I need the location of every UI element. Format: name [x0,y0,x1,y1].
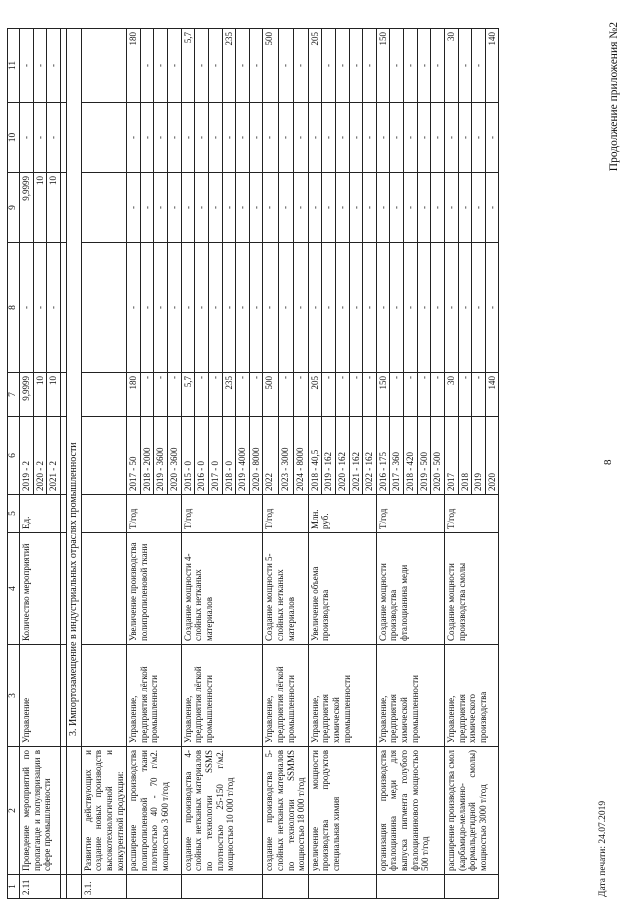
col8-cell: - [195,243,209,373]
col9-cell: 10 [47,173,61,243]
table-row [263,29,278,899]
col7-cell: 235 [222,373,236,417]
item-1-indicator: Увеличение производства полипропиленовой ткани [127,533,181,645]
item-2-unit: Т/год [181,495,263,533]
col9-cell: - [390,173,404,243]
col10-cell: - [278,103,293,173]
col11-cell: - [140,29,154,103]
row-2-11-name: Проведение мероприятий по пропаганде и популяризации в сфере промышленности [20,747,61,875]
year-value-cell: 2019 - 4000 [236,417,250,495]
col11-cell: 205 [308,29,322,103]
col9-cell: - [154,173,168,243]
year-value-cell: 2018 - 2000 [140,417,154,495]
col9-cell: - [181,173,195,243]
col8-cell: - [140,243,154,373]
col8-cell: - [376,243,390,373]
item-5-number [376,875,444,899]
col10-cell: - [417,103,431,173]
col7-cell: - [140,373,154,417]
col7-cell: 140 [485,373,499,417]
col8-cell: - [154,243,168,373]
year-value-cell: 2020 - 162 [336,417,350,495]
col10-cell: - [181,103,195,173]
col10-cell: - [431,103,445,173]
item-2-indicator: Создание мощности 4-слойных нетканых материалов [181,533,263,645]
col11-cell: 235 [222,29,236,103]
col7-cell: - [417,373,431,417]
col7-cell: - [458,373,472,417]
col8-cell: - [336,243,350,373]
col11-cell: - [47,29,61,103]
col9-cell: - [363,173,377,243]
table-row [444,29,458,899]
col11-cell: - [431,29,445,103]
col11-cell: - [390,29,404,103]
item-4-name: увеличение мощности производства продуктов специальная химия [308,747,376,875]
col8-cell: - [236,243,250,373]
year-value-cell: 2016 - 175 [376,417,390,495]
col9-cell: - [404,173,418,243]
col10-cell: - [376,103,390,173]
col10-cell: - [47,103,61,173]
col9-cell: - [263,173,278,243]
col11-cell: 5,7 [181,29,195,103]
col10-cell: - [363,103,377,173]
empty-cell [81,29,126,103]
col9-cell: - [168,173,182,243]
print-date: Дата печати: 24.07.2019 [598,800,608,897]
column-number-6: 6 [8,417,20,495]
item-3-unit: Т/год [263,495,308,533]
item-3-number [263,875,308,899]
item-5-unit: Т/год [376,495,444,533]
col11-cell: - [293,29,308,103]
col10-cell: - [33,103,47,173]
empty-cell [81,243,126,373]
empty-cell [81,645,126,747]
col8-cell: - [208,243,222,373]
year-value-cell: 2020 - 3600 [168,417,182,495]
year-value-cell: 2022 - 162 [363,417,377,495]
item-5-name: организация производства фталоцианина меди для выпуска пигмента голубого фталоцианинового мощностью 500 т/год [376,747,444,875]
col9-cell: - [222,173,236,243]
col8-cell: - [363,243,377,373]
year-value-cell: 2019 [472,417,486,495]
item-1-responsible: Управление, предприятия лёгкой промышленности [127,645,181,747]
year-value-cell: 2021 - 2 [47,417,61,495]
col9-cell: - [249,173,263,243]
col9-cell: - [458,173,472,243]
col11-cell: 150 [376,29,390,103]
col8-cell: - [33,243,47,373]
col8-cell: - [322,243,336,373]
col7-cell: - [349,373,363,417]
item-6-indicator: Создание мощности производства смолы [444,533,498,645]
column-number-10: 10 [8,103,20,173]
col8-cell: - [458,243,472,373]
col8-cell: - [349,243,363,373]
col9-cell: - [376,173,390,243]
column-number-11: 11 [8,29,20,103]
empty-cell [81,533,126,645]
col8-cell: - [390,243,404,373]
col11-cell: 30 [444,29,458,103]
col8-cell: - [168,243,182,373]
empty-cell [67,875,82,899]
table-row [127,29,141,899]
col7-cell: - [208,373,222,417]
row-3-1 [81,29,126,899]
col11-cell: - [195,29,209,103]
col9-cell: - [444,173,458,243]
column-number-7: 7 [8,373,20,417]
col10-cell: - [485,103,499,173]
row-2-11-responsible: Управление [20,645,61,747]
year-value-cell: 2023 - 3000 [278,417,293,495]
item-1-name: расширение производства полипропиленовой ткани плотностью 40 - 70 г/м2. мощностью 3 600 т/год [127,747,181,875]
empty-cell [81,173,126,243]
col8-cell: - [222,243,236,373]
year-value-cell: 2017 [444,417,458,495]
col9-cell: - [236,173,250,243]
item-3-name: создание производства 5-слойных нетканых материалов по технологии SSMMS мощностью 18 000 т/год [263,747,308,875]
col10-cell: - [472,103,486,173]
col10-cell: - [336,103,350,173]
col7-cell: 30 [444,373,458,417]
col9-cell: - [208,173,222,243]
col10-cell: - [195,103,209,173]
year-value-cell: 2020 - 8000 [249,417,263,495]
item-2-name: создание производства 4-слойных нетканых материалов по технологии SSMS плотностью 25-150 г/м2. мощностью 10 000 т/год [181,747,263,875]
appendix-table [7,28,499,899]
col9-cell: - [278,173,293,243]
col8-cell: - [444,243,458,373]
col7-cell: 205 [308,373,322,417]
col10-cell: - [20,103,34,173]
col9-cell: - [322,173,336,243]
year-value-cell: 2017 - 360 [390,417,404,495]
continuation-label: Продолжение приложения №2 [608,22,620,172]
col8-cell: - [404,243,418,373]
col8-cell: - [431,243,445,373]
col7-cell: 5,7 [181,373,195,417]
year-value-cell: 2017 - 0 [208,417,222,495]
col8-cell: - [485,243,499,373]
col9-cell: - [293,173,308,243]
year-value-cell: 2019 - 2 [20,417,34,495]
col11-cell: 180 [127,29,141,103]
empty-cell [81,495,126,533]
item-3-responsible: Управление, предприятия лёгкой промышленности [263,645,308,747]
col7-cell: - [431,373,445,417]
col8-cell: - [278,243,293,373]
table-row [376,29,390,899]
col8-cell: - [417,243,431,373]
col7-cell: - [363,373,377,417]
col9-cell: 9,9999 [20,173,34,243]
col11-cell: - [322,29,336,103]
column-number-8: 8 [8,243,20,373]
column-number-2: 2 [8,747,20,875]
col9-cell: - [431,173,445,243]
col11-cell: - [349,29,363,103]
row-2-11-unit: Ед. [20,495,61,533]
col9-cell: - [417,173,431,243]
col10-cell: - [444,103,458,173]
col9-cell: - [308,173,322,243]
row-3-1-number: 3.1. [81,875,126,899]
col8-cell: - [47,243,61,373]
col8-cell: - [20,243,34,373]
item-4-indicator: Увеличение объема производства [308,533,376,645]
col7-cell: - [154,373,168,417]
col8-cell: - [472,243,486,373]
item-5-responsible: Управление, предприятия химической промышленности [376,645,444,747]
item-1-unit: Т/год [127,495,181,533]
year-value-cell: 2020 [485,417,499,495]
col10-cell: - [390,103,404,173]
item-1-number [127,875,181,899]
col9-cell: - [472,173,486,243]
item-2-responsible: Управление, предприятия лёгкой промышленности [181,645,263,747]
item-4-responsible: Управление, предприятия химической промышленности [308,645,376,747]
col9-cell: - [195,173,209,243]
col7-cell: - [195,373,209,417]
year-value-cell: 2018 - 420 [404,417,418,495]
col7-cell: - [336,373,350,417]
col7-cell: - [390,373,404,417]
col7-cell: 9,9999 [20,373,34,417]
col9-cell: - [336,173,350,243]
year-value-cell: 2018 [458,417,472,495]
item-6-number [444,875,498,899]
col10-cell: - [236,103,250,173]
col10-cell: - [322,103,336,173]
year-value-cell: 2015 - 0 [181,417,195,495]
col11-cell: - [336,29,350,103]
col11-cell: 140 [485,29,499,103]
column-number-3: 3 [8,645,20,747]
col7-cell: - [404,373,418,417]
year-value-cell: 2018 - 0 [222,417,236,495]
item-4-unit: Млн. руб. [308,495,376,533]
col7-cell: - [472,373,486,417]
table-row [308,29,322,899]
col11-cell: - [236,29,250,103]
column-number-5: 5 [8,495,20,533]
col10-cell: - [349,103,363,173]
col10-cell: - [293,103,308,173]
year-value-cell: 2020 - 500 [431,417,445,495]
col10-cell: - [458,103,472,173]
col11-cell: - [208,29,222,103]
section-title: 3. Импортозамещение в индустриальных отраслях промышленности [67,29,82,747]
col10-cell: - [127,103,141,173]
year-value-cell: 2017 - 50 [127,417,141,495]
col10-cell: - [154,103,168,173]
page-number: 8 [602,459,614,465]
year-value-cell: 2021 - 162 [349,417,363,495]
col7-cell: - [168,373,182,417]
column-number-row [8,29,20,899]
year-value-cell: 2020 - 2 [33,417,47,495]
row-2-11-number: 2.11 [20,875,61,899]
empty-cell [81,417,126,495]
col7-cell: 150 [376,373,390,417]
year-value-cell: 2018 - 40,5 [308,417,322,495]
item-5-indicator: Создание мощности производства фталоцианина меди [376,533,444,645]
year-value-cell: 2024 - 8000 [293,417,308,495]
col8-cell: - [181,243,195,373]
col9-cell: - [127,173,141,243]
col10-cell: - [404,103,418,173]
col11-cell: - [249,29,263,103]
col9-cell: - [485,173,499,243]
col11-cell: - [33,29,47,103]
col8-cell: - [263,243,278,373]
col7-cell: - [278,373,293,417]
item-3-indicator: Создание мощности 5-слойных нетканых материалов [263,533,308,645]
col11-cell: - [168,29,182,103]
col11-cell: - [20,29,34,103]
table-body [20,29,499,899]
col7-cell: 180 [127,373,141,417]
item-6-unit: Т/год [444,495,498,533]
col10-cell: - [308,103,322,173]
empty-cell [81,373,126,417]
col8-cell: - [127,243,141,373]
column-number-9: 9 [8,173,20,243]
col7-cell: - [322,373,336,417]
section-row [67,29,82,899]
col11-cell: - [278,29,293,103]
column-number-4: 4 [8,533,20,645]
col8-cell: - [293,243,308,373]
col7-cell: 10 [47,373,61,417]
col10-cell: - [208,103,222,173]
year-value-cell: 2016 - 0 [195,417,209,495]
col9-cell: 10 [33,173,47,243]
col11-cell: - [154,29,168,103]
table-row [181,29,195,899]
row-2-11-indicator: Количество мероприятий [20,533,61,645]
col8-cell: - [249,243,263,373]
year-value-cell: 2022 [263,417,278,495]
col11-cell: - [404,29,418,103]
table-row [20,29,34,899]
year-value-cell: 2019 - 3600 [154,417,168,495]
empty-cell [81,103,126,173]
column-number-1: 1 [8,875,20,899]
col7-cell: 500 [263,373,278,417]
col8-cell: - [308,243,322,373]
item-6-name: расширение производства смол (карбамидо-меламино-формальдегидной смолы) мощностью 3000 т/год [444,747,498,875]
col11-cell: - [458,29,472,103]
year-value-cell: 2019 - 500 [417,417,431,495]
col7-cell: - [236,373,250,417]
col11-cell: - [472,29,486,103]
item-2-number [181,875,263,899]
col11-cell: - [417,29,431,103]
col10-cell: - [249,103,263,173]
col7-cell: - [293,373,308,417]
col9-cell: - [140,173,154,243]
col7-cell: 10 [33,373,47,417]
col11-cell: - [363,29,377,103]
col10-cell: - [168,103,182,173]
row-3-1-name: Развитие действующих и создание новых производств высокотехнологичной и конкурентной продукции: [81,747,126,875]
col10-cell: - [222,103,236,173]
col10-cell: - [263,103,278,173]
item-4-number [308,875,376,899]
year-value-cell: 2019 - 162 [322,417,336,495]
col9-cell: - [349,173,363,243]
col10-cell: - [140,103,154,173]
col7-cell: - [249,373,263,417]
item-6-responsible: Управление, предприятия химического производства [444,645,498,747]
col11-cell: 500 [263,29,278,103]
empty-cell [67,747,82,875]
